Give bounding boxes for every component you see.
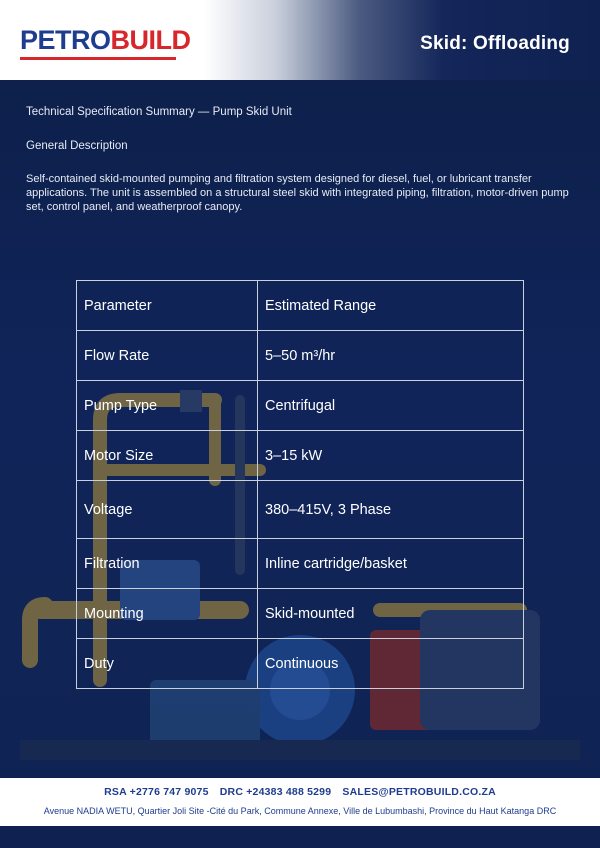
- row-value: Centrifugal: [258, 381, 524, 431]
- logo-part-1: PETRO: [20, 25, 111, 55]
- row-parameter: Duty: [77, 639, 258, 689]
- row-parameter: Pump Type: [77, 381, 258, 431]
- header-estimated-range: Estimated Range: [258, 281, 524, 331]
- specification-table: [76, 280, 524, 689]
- logo-underline: [20, 57, 176, 60]
- row-value: Inline cartridge/basket: [258, 539, 524, 589]
- phone-drc[interactable]: DRC +24383 488 5299: [219, 786, 332, 798]
- row-parameter: Voltage: [77, 481, 258, 539]
- petrobuild-logo: [20, 26, 191, 54]
- row-value: Skid-mounted: [258, 589, 524, 639]
- section-title: General Description: [26, 140, 128, 152]
- table-row: [77, 589, 524, 639]
- row-parameter: Filtration: [77, 539, 258, 589]
- table-row: [77, 431, 524, 481]
- page-title: Skid: Offloading: [420, 33, 570, 54]
- email-link[interactable]: SALES@PETROBUILD.CO.ZA: [342, 786, 496, 798]
- table-row: [77, 539, 524, 589]
- logo-part-2: BUILD: [110, 25, 191, 55]
- table-row: [77, 481, 524, 539]
- footer-address: Avenue NADIA WETU, Quartier Joli Site -Cité du Park, Commune Annexe, Ville de Lubumbashi, Province du Haut Katanga DRC: [43, 806, 557, 816]
- row-parameter: Mounting: [77, 589, 258, 639]
- header-parameter: Parameter: [77, 281, 258, 331]
- row-parameter: Flow Rate: [77, 331, 258, 381]
- table-row: [77, 639, 524, 689]
- footer-contacts: [0, 786, 600, 798]
- phone-rsa[interactable]: RSA +2776 747 9075: [104, 786, 209, 798]
- bottom-strip: [0, 826, 600, 848]
- footer: [0, 778, 600, 826]
- document-title: Technical Specification Summary — Pump Skid Unit: [26, 106, 292, 118]
- table-header-row: [77, 281, 524, 331]
- header-banner: [0, 0, 600, 80]
- table-row: [77, 331, 524, 381]
- row-value: Continuous: [258, 639, 524, 689]
- row-value: 5–50 m³/hr: [258, 331, 524, 381]
- row-value: 3–15 kW: [258, 431, 524, 481]
- row-value: 380–415V, 3 Phase: [258, 481, 524, 539]
- general-description: Self-contained skid-mounted pumping and filtration system designed for diesel, fuel, or lubricant transfer applications. The unit is assembled on a structural steel skid with integrated piping, filtration, motor-driven pump set, control panel, and weatherproof canopy.: [26, 173, 569, 213]
- table-row: [77, 381, 524, 431]
- row-parameter: Motor Size: [77, 431, 258, 481]
